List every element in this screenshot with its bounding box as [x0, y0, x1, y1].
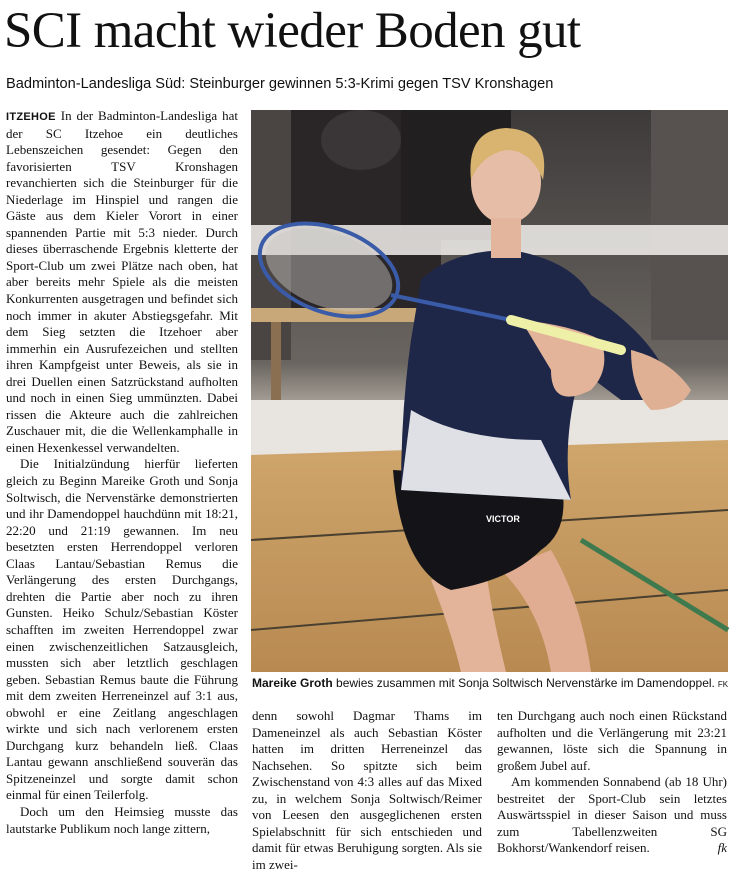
middle-paragraph: denn sowohl Dagmar Thams im Dameneinzel als auch Sebastian Köster hatten im dritten Herreneinzel das Nachsehen. So spitzte sich beim Zwischenstand von 4:3 alles auf das Mixed zu, in welchem Sonja Soltwisch/Reimer von Leesen den ausgeglichenen ersten Spielabschnitt für sich entschieden und damit für etwas Beruhigung sorgten. Als sie im zwei-	[252, 708, 482, 872]
article-paragraph-1	[6, 108, 238, 456]
photo-caption	[252, 675, 728, 693]
article-photo	[251, 110, 728, 672]
right-paragraph-1: ten Durchgang auch noch einen Rückstand aufholten und die Verlängerung mit 23:21 gewannen, löste sich die Spannung in großem Jubel auf.	[497, 708, 727, 773]
badminton-player-photo	[251, 110, 728, 672]
dateline: ITZEHOE	[6, 111, 56, 123]
article-column-middle	[252, 708, 482, 872]
right-paragraph-2	[497, 774, 727, 857]
subheadline: Badminton-Landesliga Süd: Steinburger gewinnen 5:3-Krimi gegen TSV Kronshagen	[6, 76, 554, 92]
article-paragraph-3: Doch um den Heimsieg musste das lautstarke Publikum noch lange zittern,	[6, 803, 238, 836]
shirt-brand-text: VICTOR	[486, 514, 520, 524]
right-paragraph-2-text: Am kommenden Sonnabend (ab 18 Uhr) bestreitet der Sport-Club sein letztes Auswärtsspiel in dieser Saison und muss zum Tabellenzweiten SG Bokhorst/Wankendorf reisen.	[497, 774, 727, 856]
caption-name: Mareike Groth	[252, 676, 333, 690]
headline: SCI macht wieder Boden gut	[4, 3, 581, 59]
caption-text: bewies zusammen mit Sonja Soltwisch Nervenstärke im Damendoppel.	[332, 676, 715, 690]
article-column-right	[497, 708, 727, 858]
article-column-left	[6, 108, 238, 858]
paragraph-1-text: In der Badminton-Landesliga hat der SC Itzehoe ein deutliches Lebenszeichen gesendet: Gegen den favorisierten TSV Kronshagen revanchierten sich die Steinburger für die Niederlage im Hinspiel und rangen die Gäste aus dem Kieler Vorort in einer spannenden Partie mit 5:3 nieder. Durch dieses überraschende Ergebnis kletterte der Sport-Club um zwei Plätze nach oben, hat aber bereits mehr Spiele als die meisten Konkurrenten ausgetragen und befindet sich noch immer in akuter Abstiegsgefahr. Mit dem Sieg setzten die Itzehoer aber immerhin ein Ausrufezeichen und stellten ihren Kampfgeist unter Beweis, als sie in drei Duellen einen Satzrückstand aufholten und noch in einen Sieg ummünzten. Dabei rissen die Akteure auch die zahlreichen Zuschauer mit, die die Wellenkamphalle in einen Hexenkessel verwandelten.	[6, 108, 239, 455]
author-signature: fk	[717, 840, 727, 856]
article-paragraph-2: Die Initialzündung hierfür lieferten gleich zu Beginn Mareike Groth und Sonja Soltwisch, die Nervenstärke demonstrierten und ihr Damendoppel hauchdünn mit 18:21, 22:20 und 21:19 gewannen. Im neu besetzten ersten Herrendoppel verloren Claas Lantau/Sebastian Remus die Verlängerung des ersten Durchgangs, drehten die Partie aber noch zu ihren Gunsten. Heiko Schulz/Sebastian Köster schafften im zweiten Herrendoppel zwar einen zwischenzeitlichen Satzausgleich, mussten sich aber letztlich geschlagen geben. Sebastian Remus baute die Führung mit dem zweiten Herreneinzel auf 3:1 aus, obwohl er eine Zeitlang angeschlagen wirkte und sich nach verlorenem ersten Durchgang kurz behandeln ließ. Claas Lantau gewann anschließend souverän das Spitzeneinzel und sorgte damit schon einmal für einen Teilerfolg.	[6, 456, 238, 803]
photo-credit: FK	[717, 680, 729, 689]
